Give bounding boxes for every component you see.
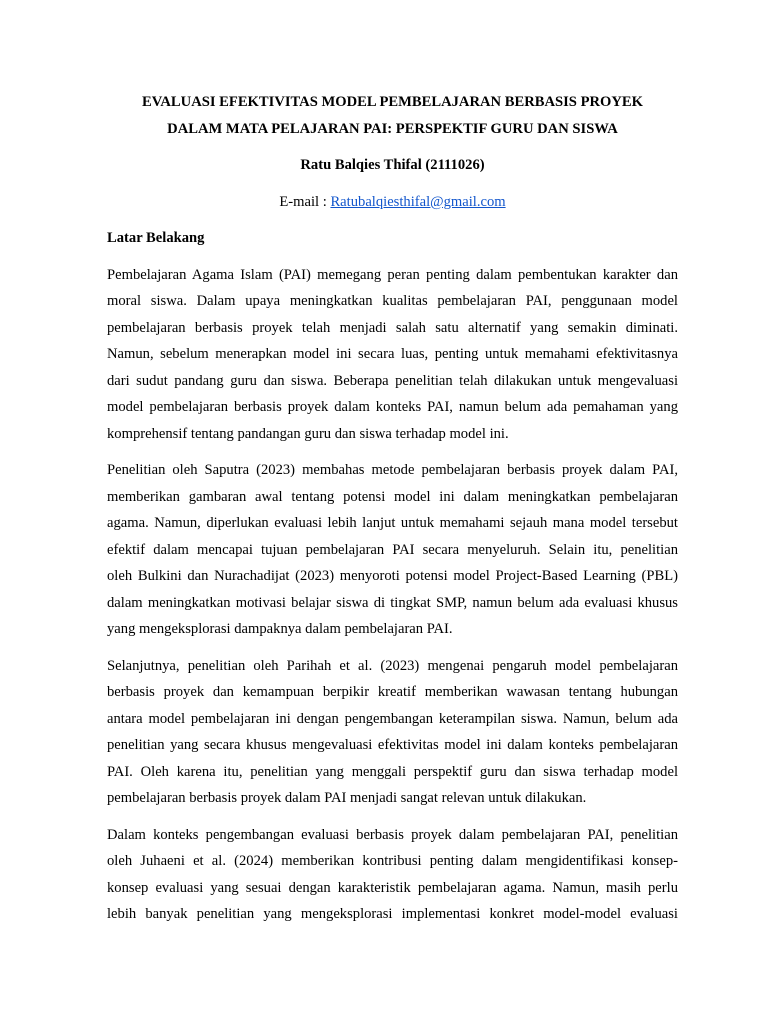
paragraph-line: agama. Namun, diperlukan evaluasi lebih lanjut untuk memahami sejauh mana model tersebut (107, 515, 678, 531)
author-line: Ratu Balqies Thifal (2111026) (300, 157, 485, 173)
paragraph-line: antara model pembelajaran ini dengan pengembangan keterampilan siswa. Namun, belum ada (107, 710, 678, 727)
body-paragraphs (107, 262, 678, 928)
paragraph-line: Pembelajaran Agama Islam (PAI) memegang peran penting dalam pembentukan karakter dan (107, 266, 678, 283)
paragraph-line: penelitian yang secara khusus mengevaluasi efektivitas model ini dalam konteks pembelajaran (107, 737, 678, 753)
paragraph-line: komprehensif tentang pandangan guru dan siswa terhadap model ini. (107, 425, 509, 442)
title-line-2: DALAM MATA PELAJARAN PAI: PERSPEKTIF GURU DAN SISWA (167, 120, 618, 137)
paragraph-line: PAI. Oleh karena itu, penelitian yang menggali perspektif guru dan siswa terhadap model (107, 763, 678, 780)
paragraph-line: oleh Juhaeni et al. (2024) memberikan kontribusi penting dalam mengidentifikasi konsep- (107, 853, 678, 869)
paragraph-line: berbasis proyek dan kemampuan berpikir kreatif memberikan wawasan tentang hubungan (107, 684, 678, 700)
paragraph-line: konsep evaluasi yang sesuai dengan karakteristik pembelajaran agama. Namun, masih perlu (107, 879, 678, 896)
paragraph-line: dalam meningkatkan motivasi belajar siswa di tingkat SMP, namun belum ada evaluasi khusus (107, 594, 678, 611)
email-link[interactable]: Ratubalqiesthifal@gmail.com (330, 193, 506, 210)
paragraph-line: Dalam konteks pengembangan evaluasi berbasis proyek dalam pembelajaran PAI, penelitian (107, 826, 678, 843)
paragraph-line: efektif dalam mencapai tujuan pembelajaran PAI secara menyeluruh. Selain itu, penelitian (107, 541, 678, 558)
paragraph-line: lebih banyak penelitian yang mengeksplorasi implementasi konkret model-model evaluasi (107, 906, 678, 922)
document-title (107, 89, 678, 142)
email-line (107, 189, 678, 216)
paragraph-line: moral siswa. Dalam upaya meningkatkan kualitas pembelajaran PAI, penggunaan model (107, 293, 678, 309)
paragraph-line: yang mengeksplorasi dampaknya dalam pembelajaran PAI. (107, 621, 453, 637)
paragraph-line: Selanjutnya, penelitian oleh Parihah et al. (2023) mengenai pengaruh model pembelajaran (107, 657, 678, 674)
paragraph-line: dari sudut pandang guru dan siswa. Beberapa penelitian telah dilakukan untuk mengevaluasi (107, 372, 678, 389)
paragraph-line: oleh Bulkini dan Nurachadijat (2023) menyoroti potensi model Project-Based Learning (PBL) (107, 568, 678, 584)
paragraph-line: memberikan gambaran awal tentang potensi model ini dalam meningkatkan pembelajaran (107, 488, 678, 505)
paragraph-line: model pembelajaran berbasis proyek dalam konteks PAI, namun belum ada pemahaman yang (107, 399, 678, 415)
paragraph (107, 822, 678, 928)
section-heading: Latar Belakang (107, 230, 205, 246)
paragraph (107, 457, 678, 643)
paragraph-line: Namun, sebelum menerapkan model ini secara luas, penting untuk memahami efektivitasnya (107, 346, 678, 362)
title-line-1: EVALUASI EFEKTIVITAS MODEL PEMBELAJARAN BERBASIS PROYEK (141, 94, 644, 110)
paragraph-line: pembelajaran berbasis proyek telah menjadi salah satu alternatif yang semakin diminati. (107, 319, 678, 336)
document-page (107, 89, 678, 928)
email-label: E-mail : (279, 193, 331, 210)
paragraph (107, 653, 678, 812)
paragraph (107, 262, 678, 448)
paragraph-line: pembelajaran berbasis proyek dalam PAI menjadi sangat relevan untuk dilakukan. (107, 790, 587, 806)
paragraph-line: Penelitian oleh Saputra (2023) membahas metode pembelajaran berbasis proyek dalam PAI, (107, 462, 678, 478)
